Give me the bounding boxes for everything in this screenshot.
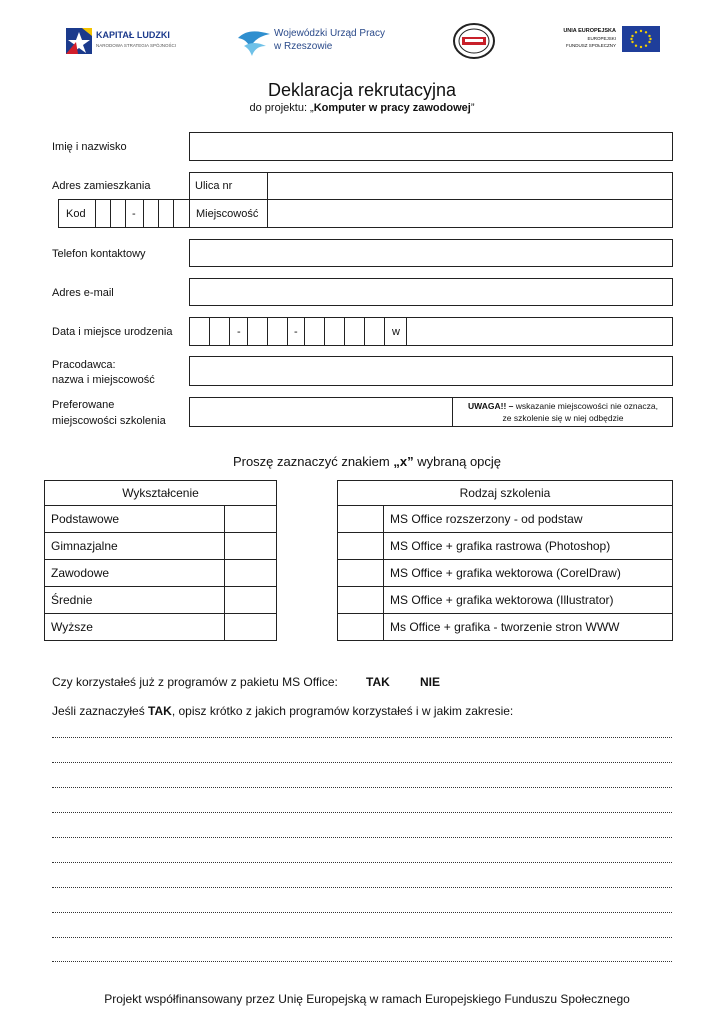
birth-div-6 [324,317,325,346]
warning-text1: wskazanie miejscowości nie oznacza, [513,401,658,411]
kapital-ludzki-subtitle: NARODOWA STRATEGIA SPÓJNOŚCI [96,43,177,48]
warning-line1 [454,400,672,412]
birth-div-3 [267,317,268,346]
education-option: Gimnazjalne [45,533,225,560]
postcode-label: Kod [66,208,86,220]
city-field[interactable] [268,200,672,227]
followup-bold: TAK [148,704,172,718]
answer-no[interactable]: NIE [420,675,441,689]
table-row [45,614,277,641]
wup-line1: Wojewódzki Urząd Pracy [274,28,385,39]
training-checkbox[interactable] [338,614,384,641]
training-option: MS Office + grafika wektorowa (Illustrator) [384,587,673,614]
training-option: Ms Office + grafika - tworzenie stron WWW [384,614,673,641]
birth-div-7 [344,317,345,346]
city-label: Miejscowość [196,208,259,220]
table-row [45,560,277,587]
answer-line[interactable] [52,902,672,913]
kapital-ludzki-logo [64,22,184,60]
table-row [338,614,673,641]
answer-line[interactable] [52,852,672,863]
answer-line[interactable] [52,927,672,938]
street-field[interactable] [268,173,672,199]
pref-divider [452,397,453,427]
followup-question [52,704,513,718]
education-option: Podstawowe [45,506,225,533]
name-field[interactable] [189,132,673,161]
education-option: Średnie [45,587,225,614]
instruction-mark: „x” [393,454,414,469]
education-table [44,480,277,641]
eu-line2: EUROPEJSKI [587,36,616,41]
instruction-suffix: wybraną opcję [413,454,502,469]
table-row [45,506,277,533]
answer-line[interactable] [52,752,672,763]
office-question: Czy korzystałeś już z programów z pakietu MS Office: [52,675,338,689]
address-label: Adres zamieszkania [52,180,151,192]
answer-line[interactable] [52,951,672,962]
birth-div-1 [229,317,230,346]
training-checkbox[interactable] [338,533,384,560]
followup-suffix: , opisz krótko z jakich programów korzystałeś i w jakim zakresie: [171,704,514,718]
answer-line[interactable] [52,777,672,788]
training-option: MS Office rozszerzony - od podstaw [384,506,673,533]
birth-div-8 [364,317,365,346]
page-subtitle [0,102,724,114]
instruction-prefix: Proszę zaznaczyć znakiem [232,454,394,469]
training-header: Rodzaj szkolenia [338,481,673,506]
eu-flag-icon [622,26,660,52]
birth-field[interactable] [189,317,673,346]
table-row [338,587,673,614]
answer-line[interactable] [52,802,672,813]
eu-logo [560,26,660,56]
education-checkbox[interactable] [225,587,277,614]
table-row [338,533,673,560]
education-checkbox[interactable] [225,614,277,641]
pc-div-6 [189,199,190,228]
followup-prefix: Jeśli zaznaczyłeś [52,704,149,718]
birth-div-0 [209,317,210,346]
wup-bird-icon [236,24,272,58]
phone-label: Telefon kontaktowy [52,248,146,260]
name-label: Imię i nazwisko [52,141,127,153]
training-option: MS Office + grafika wektorowa (CorelDraw) [384,560,673,587]
email-field[interactable] [189,278,673,306]
birth-dash-2: - [294,326,298,338]
table-row [45,587,277,614]
birth-div-9 [384,317,385,346]
employer-label-line2: nazwa i miejscowość [52,374,155,386]
answer-yes[interactable]: TAK [366,675,390,689]
education-checkbox[interactable] [225,506,277,533]
education-checkbox[interactable] [225,560,277,587]
birth-div-10 [406,317,407,346]
table-row [338,560,673,587]
kapital-ludzki-emblem-icon [64,22,94,60]
training-option: MS Office + grafika rastrowa (Photoshop) [384,533,673,560]
postcode-dash: - [132,208,136,220]
birth-label: Data i miejsce urodzenia [52,326,173,338]
eu-line3: FUNDUSZ SPOŁECZNY [565,43,616,48]
training-checkbox[interactable] [338,506,384,533]
footer-text: Projekt współfinansowany przez Unię Europejską w ramach Europejskiego Funduszu Społecznego [104,992,630,1006]
warning-note [454,400,672,424]
birth-w: w [392,326,400,338]
wup-line2: w Rzeszowie [274,41,333,52]
project-name: Komputer w pracy zawodowej [313,102,471,114]
employer-label-line1: Pracodawca: [52,359,116,371]
warning-bold: UWAGA!! – [468,401,514,411]
training-checkbox[interactable] [338,560,384,587]
subtitle-suffix: ” [470,102,475,114]
birth-div-2 [247,317,248,346]
training-checkbox[interactable] [338,587,384,614]
pref-label-line1: Preferowane [52,399,115,411]
answer-line[interactable] [52,827,672,838]
eu-line1: UNIA EUROPEJSKA [563,28,616,34]
page-title: Deklaracja rekrutacyjna [267,80,457,100]
phone-field[interactable] [189,239,673,267]
stamp-logo [452,22,496,60]
education-header: Wykształcenie [45,481,277,506]
table-row [45,533,277,560]
education-option: Zawodowe [45,560,225,587]
warning-text2: ze szkolenie się w niej odbędzie [502,413,624,423]
education-option: Wyższe [45,614,225,641]
birth-dash-1: - [237,326,241,338]
postcode-field[interactable] [96,200,188,227]
kapital-ludzki-title: KAPITAŁ LUDZKI [96,30,170,40]
answer-line[interactable] [52,727,672,738]
answer-line[interactable] [52,877,672,888]
round-stamp-icon [452,22,496,60]
education-checkbox[interactable] [225,533,277,560]
birth-div-4 [287,317,288,346]
email-label: Adres e-mail [52,287,114,299]
street-label: Ulica nr [195,180,233,192]
subtitle-prefix: do projektu: „ [249,102,314,114]
instruction [0,454,724,469]
pref-label-line2: miejscowości szkolenia [52,415,166,427]
table-row [338,506,673,533]
wup-logo [236,24,396,58]
training-table [337,480,673,641]
employer-field[interactable] [189,356,673,386]
birth-div-5 [304,317,305,346]
